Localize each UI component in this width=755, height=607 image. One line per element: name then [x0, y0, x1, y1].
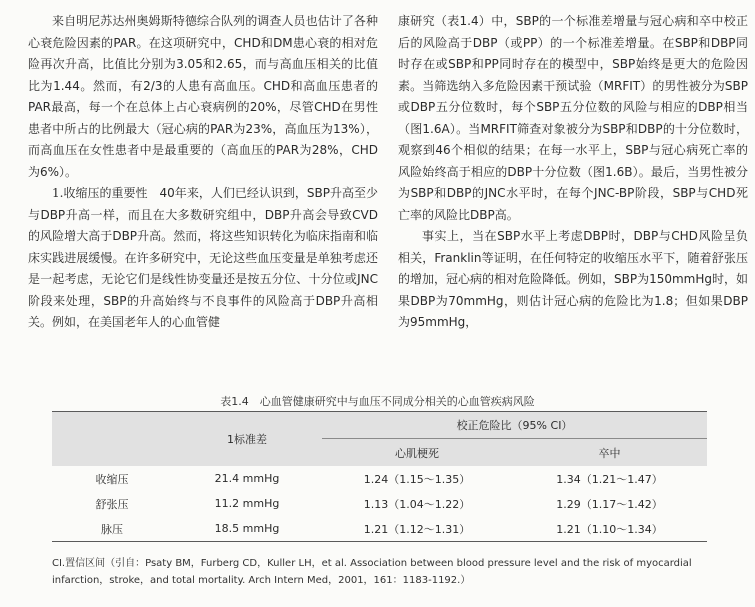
table-row [52, 516, 707, 542]
left-paragraph-1: 来自明尼苏达州奥姆斯特德综合队列的调查人员也估计了各种心衰危险因素的PAR。在这项研究中，CHD和DM患心衰的相对危险再次升高，比值比分别为3.05和2.65，而与高血压相关的比值比为1.44。然而，有2/3的人患有高血压。CHD和高血压患者的PAR最高，每一个在总体上占心衰病例的20%，尽管CHD在男性患者中所占的比例最大（冠心病的PAR为23%，高血压为13%），而高血压在女性患者中是最重要的（高血压的PAR为28%，CHD为6%）。 [28, 14, 378, 179]
table-header-stroke: 卒中 [512, 439, 707, 467]
left-paragraph-2-body: 40年来，人们已经认识到，SBP升高至少与DBP升高一样，而且在大多数研究组中，DBP升高会导致CVD的风险增大高于DBP升高。然而，将这些知识转化为临床指南和临床实践进展缓慢。在许多研究中，无论这些血压变量是单独考虑还是一起考虑，无论它们是线性协变量还是按五分位、十分位或JNC阶段来处理，SBP的升高始终与不良事件的风险高于DBP升高相关。例如，在美国老年人的心血管健 [28, 186, 378, 329]
right-paragraph-2: 事实上，当在SBP水平上考虑DBP时，DBP与CHD风险呈负相关，Franklin等证明，在任何特定的收缩压水平下，随着舒张压的增加，冠心病的相对危险降低。例如，SBP为150mmHg时，如果DBP为70mmHg，则估计冠心病的危险比为1.8；但如果DBP为95mmHg， [398, 229, 749, 329]
table-header-sd: 1标准差 [172, 412, 322, 467]
row-stroke: 1.29（1.17～1.42） [556, 497, 663, 511]
row-label: 收缩压 [95, 472, 129, 486]
row-sd: 21.4 mmHg [214, 472, 280, 485]
row-sd: 11.2 mmHg [214, 497, 280, 510]
section-lead-sbp-importance: 1.收缩压的重要性 [52, 186, 148, 200]
row-sd: 18.5 mmHg [172, 516, 322, 542]
row-stroke: 1.34（1.21～1.47） [556, 472, 663, 486]
row-stroke: 1.21（1.10～1.34） [512, 516, 707, 542]
row-chd: 1.24（1.15～1.35） [363, 472, 471, 486]
table-row [52, 491, 707, 516]
right-paragraph-1: 康研究（表1.4）中，SBP的一个标准差增量与冠心病和卒中校正后的风险高于DBP（或PP）的一个标准差增量。在SBP和DBP同时存在或SBP和PP同时存在的模型中，SBP始终是更大的危险因素。当筛选纳入多危险因素干预试验（MRFIT）的男性被分为SBP或DBP五分位数时，每个SBP五分位数的风险与相应的DBP相当（图1.6A）。当MRFIT筛查对象被分为SBP和DBP的十分位数时，观察到46个相似的结果；在每一水平上，SBP与冠心病死亡率的风险始终高于相应的DBP十分位数（图1.6B）。最后，当男性被分为SBP和DBP的JNC水平时，在每个JNC-BP阶段，SBP与CHD死亡率的风险比DBP高。 [398, 14, 748, 222]
risk-table [52, 411, 707, 542]
right-column [398, 11, 748, 334]
table-header-blank [52, 412, 172, 467]
table-header-adjusted-hr: 校正危险比（95% CI） [322, 412, 707, 439]
row-label: 舒张压 [95, 497, 129, 511]
row-chd: 1.13（1.04～1.22） [363, 497, 471, 511]
row-chd: 1.21（1.12～1.31） [322, 516, 512, 542]
table-row [52, 466, 707, 491]
row-label: 脉压 [52, 516, 172, 542]
table-caption: 表1.4 心血管健康研究中与血压不同成分相关的心血管疾病风险 [220, 395, 535, 408]
table-footnote: CI.置信区间（引自：Psaty BM，Furberg CD，Kuller LH，et al. Association between blood pressure level and the risk of myocardial infarction，stroke，and total mortality. Arch Intern Med，2001，161：1183-1192.） [52, 558, 692, 586]
left-paragraph-2 [28, 183, 378, 334]
table-header-chd: 心肌梗死 [322, 439, 512, 467]
left-column [28, 11, 378, 334]
